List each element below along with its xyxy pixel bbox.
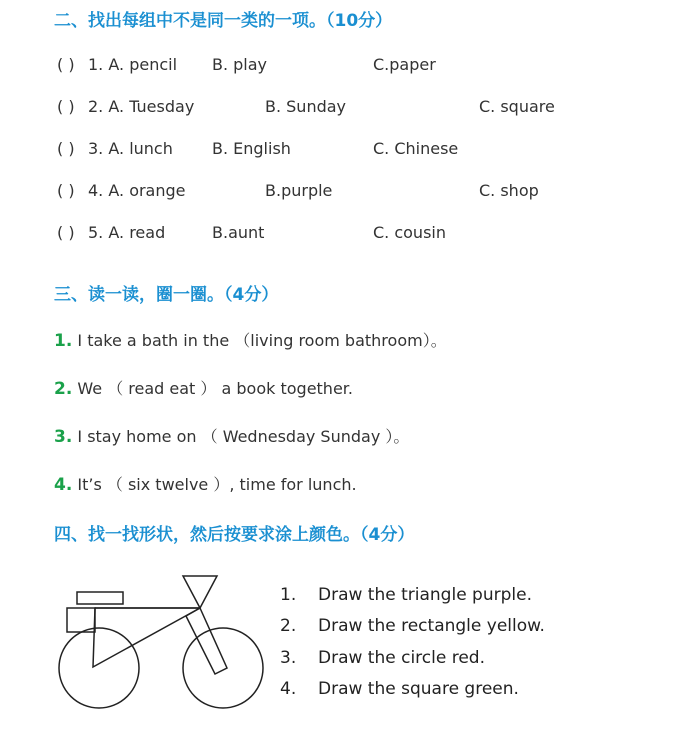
instruction-number: 4. (280, 679, 297, 699)
handlebar-triangle (183, 576, 217, 608)
instruction-item (280, 679, 519, 699)
option-b: B. Sunday (265, 97, 347, 116)
answer-blank[interactable]: ( ) (57, 223, 75, 242)
instruction-item (280, 616, 545, 636)
rear-wheel-circle (59, 628, 139, 708)
option-a: 2. A. Tuesday (88, 97, 195, 116)
option-c: C. shop (479, 181, 539, 200)
answer-blank[interactable]: ( ) (57, 97, 75, 116)
option-c: C. square (479, 97, 555, 116)
instruction-item (280, 585, 532, 605)
section-4-heading: 四、找一找形状，然后按要求涂上颜色。（4分） (54, 525, 415, 545)
section-3-heading: 三、读一读，圈一圈。（4分） (54, 285, 279, 305)
instruction-text: Draw the rectangle yellow. (318, 616, 545, 636)
fork-rectangle (186, 608, 227, 674)
instruction-item (280, 648, 485, 668)
option-a: 1. A. pencil (88, 55, 178, 74)
option-b: B.aunt (212, 223, 265, 242)
answer-blank[interactable]: ( ) (57, 181, 75, 200)
sentence-text: I take a bath in the （living room bathroom）。 (72, 331, 447, 350)
sentence-text: It’s （ six twelve ）, time for lunch. (72, 475, 357, 494)
option-b: B. play (212, 55, 268, 74)
answer-blank[interactable]: ( ) (57, 139, 75, 158)
section-2-heading: 二、找出每组中不是同一类的一项。（10分） (54, 11, 393, 31)
option-b: B.purple (265, 181, 333, 200)
item-number: 1. (54, 331, 73, 351)
instruction-number: 2. (280, 616, 297, 636)
instruction-number: 1. (280, 585, 297, 605)
item-number: 4. (54, 475, 73, 495)
instruction-text: Draw the triangle purple. (318, 585, 532, 605)
front-wheel-circle (183, 628, 263, 708)
sentence-text: I stay home on （ Wednesday Sunday ）。 (72, 427, 410, 446)
option-a: 5. A. read (88, 223, 166, 242)
item-number: 2. (54, 379, 73, 399)
option-b: B. English (212, 139, 291, 158)
sentence-text: We （ read eat ） a book together. (72, 379, 353, 398)
sentence-item (54, 424, 409, 447)
item-number: 3. (54, 427, 73, 447)
bicycle-drawing-icon (55, 572, 265, 712)
instruction-text: Draw the circle red. (318, 648, 485, 668)
option-c: C. cousin (373, 223, 446, 242)
answer-blank[interactable]: ( ) (57, 55, 75, 74)
instruction-number: 3. (280, 648, 297, 668)
sentence-item (54, 376, 353, 399)
option-c: C.paper (373, 55, 436, 74)
option-c: C. Chinese (373, 139, 459, 158)
option-a: 3. A. lunch (88, 139, 173, 158)
option-a: 4. A. orange (88, 181, 186, 200)
sentence-item (54, 472, 357, 495)
saddle-rectangle (77, 592, 123, 604)
instruction-text: Draw the square green. (318, 679, 519, 699)
sentence-item (54, 328, 447, 351)
